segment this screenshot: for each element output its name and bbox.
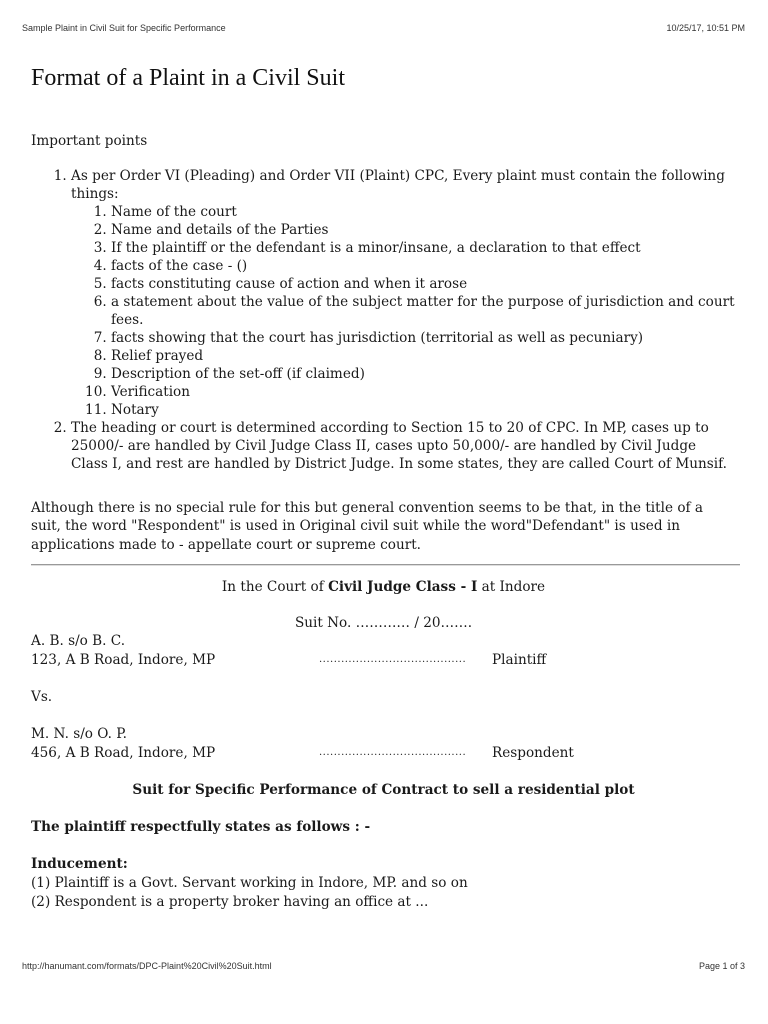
list-item: 10. Verification <box>111 383 736 401</box>
court-prefix: In the Court of <box>221 579 329 595</box>
states-heading: The plaintiff respectfully states as follows : - <box>31 819 371 835</box>
print-footer-url: http://hanumant.com/formats/DPC-Plaint%20Civil%20Suit.html <box>22 961 272 971</box>
respondent-address: 456, A B Road, Indore, MP <box>31 745 216 761</box>
page-number: Page 1 of 3 <box>698 961 745 971</box>
court-line <box>31 578 736 596</box>
list-item: 3. If the plaintiff or the defendant is a minor/insane, a declaration to that effect <box>111 239 736 257</box>
list-item: 11. Notary <box>111 401 736 419</box>
important-points-label: Important points <box>31 133 148 149</box>
plaintiff-name: A. B. s/o B. C. <box>31 633 126 649</box>
respondent-label: Respondent <box>492 745 574 761</box>
plaintiff-address: 123, A B Road, Indore, MP <box>31 652 216 668</box>
suit-number: Suit No. ………… / 20……. <box>294 615 473 631</box>
list-item: 6. a statement about the value of the subject matter for the purpose of jurisdiction and court fees. <box>111 293 736 329</box>
court-name: Civil Judge Class - I <box>328 579 478 595</box>
respondent-name: M. N. s/o O. P. <box>31 726 127 742</box>
respondent-dots: ........................................ <box>319 747 467 758</box>
convention-paragraph: Although there is no special rule for this but general convention seems to be that, in the title of a suit, the word "Respondent" is used in Original civil suit while the word"Defendant" is used in applications made to - appellate court or supreme court. <box>31 500 703 553</box>
print-header <box>22 23 745 33</box>
point-1-text: As per Order VI (Pleading) and Order VII (Plaint) CPC, Every plaint must contain the following things: <box>71 168 725 202</box>
list-item: 1. Name of the court <box>111 203 736 221</box>
document-body <box>31 64 741 910</box>
print-header-title: Sample Plaint in Civil Suit for Specific Performance <box>22 23 226 33</box>
list-item: 5. facts constituting cause of action and when it arose <box>111 275 736 293</box>
point-2: 2. The heading or court is determined according to Section 15 to 20 of CPC. In MP, cases up to 25000/- are handled by Civil Judge Class II, cases upto 50,000/- are handled by Civil Judge Class I, and rest are handled by District Judge. In some states, they are called Court of Munsif. <box>71 419 736 473</box>
plaint-contents-list <box>71 203 736 419</box>
print-header-datetime: 10/25/17, 10:51 PM <box>666 23 745 33</box>
versus-label: Vs. <box>31 689 53 705</box>
list-item: 2. Name and details of the Parties <box>111 221 736 239</box>
page-title: Format of a Plaint in a Civil Suit <box>31 65 345 91</box>
point-1 <box>71 167 736 419</box>
inducement-heading: Inducement: <box>31 856 128 872</box>
plaintiff-label: Plaintiff <box>492 652 547 668</box>
suit-title: Suit for Specific Performance of Contract to sell a residential plot <box>132 782 635 798</box>
inducement-item-1: (1) Plaintiff is a Govt. Servant working in Indore, MP. and so on <box>31 875 468 891</box>
inducement-item-2: (2) Respondent is a property broker having an office at ... <box>31 894 429 910</box>
list-item: 8. Relief prayed <box>111 347 736 365</box>
court-suffix: at Indore <box>477 579 546 595</box>
print-footer <box>22 961 745 971</box>
list-item: 7. facts showing that the court has jurisdiction (territorial as well as pecuniary) <box>111 329 736 347</box>
section-divider <box>31 564 740 566</box>
plaintiff-dots: ........................................ <box>319 654 467 665</box>
list-item: 4. facts of the case - () <box>111 257 736 275</box>
list-item: 9. Description of the set-off (if claimed) <box>111 365 736 383</box>
points-list <box>31 167 736 473</box>
